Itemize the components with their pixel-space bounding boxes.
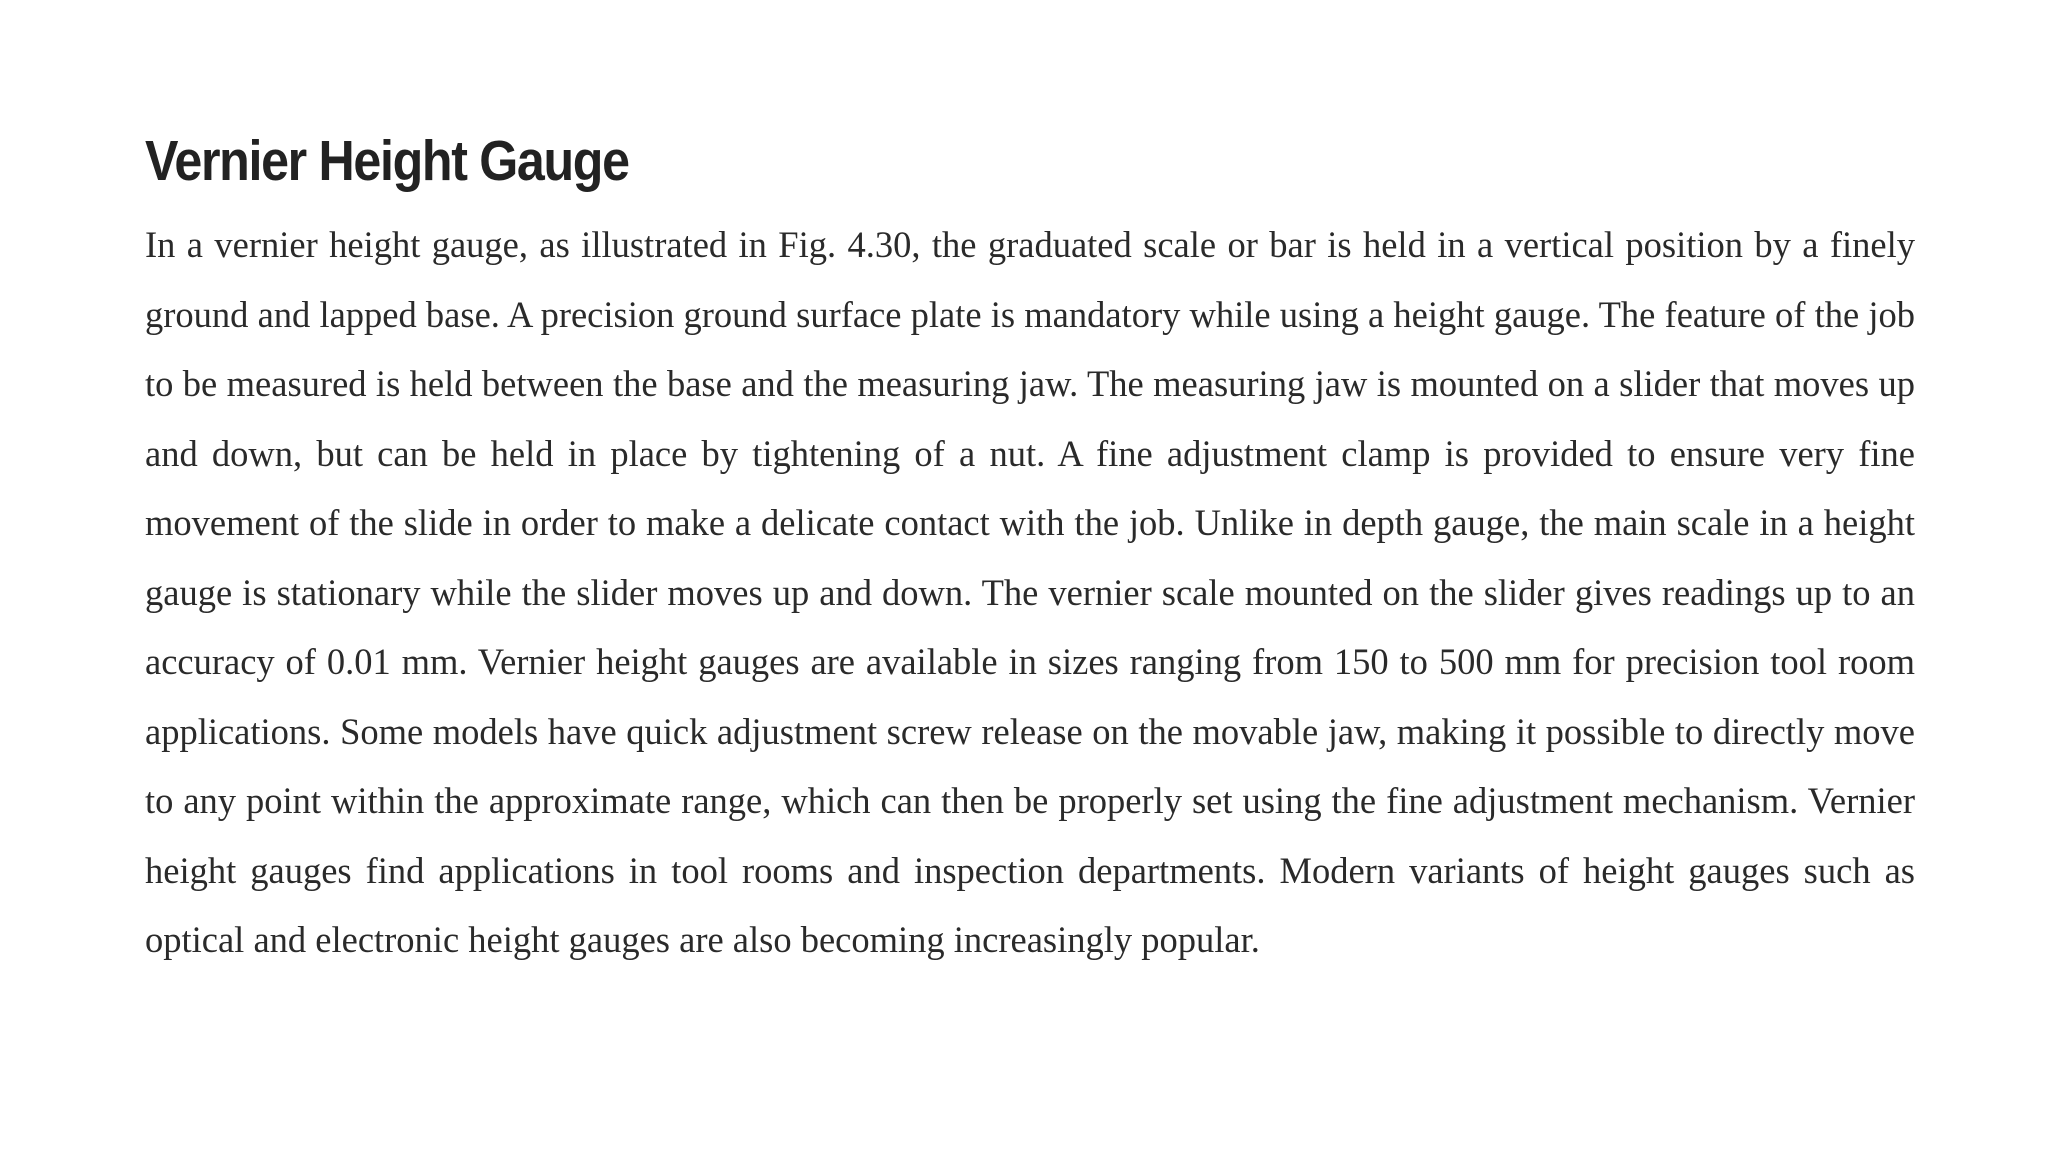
body-paragraph: In a vernier height gauge, as illustrated in Fig. 4.30, the graduated scale or bar is held in a vertical position by a finely ground and lapped base. A precision ground surface plate is mandatory while using a height gauge. The feature of the job to be measured is held between the base and the measuring jaw. The measuring jaw is mounted on a slider that moves up and down, but can be held in place by tightening of a nut. A fine adjustment clamp is provided to ensure very fine movement of the slide in order to make a delicate contact with the job. Unlike in depth gauge, the main scale in a height gauge is stationary while the slider moves up and down. The vernier scale mounted on the slider gives readings up to an accuracy of 0.01 mm. Vernier height gauges are available in sizes ranging from 150 to 500 mm for precision tool room applications. Some models have quick adjustment screw release on the movable jaw, making it possible to directly move to any point within the approximate range, which can then be properly set using the fine adjustment mechanism. Vernier height gauges find applications in tool rooms and inspection departments. Modern variants of height gauges such as optical and electronic height gauges are also becoming increasingly popular. <box>145 224 1915 960</box>
document-page <box>145 126 1915 975</box>
section-title: Vernier Height Gauge <box>145 129 629 193</box>
